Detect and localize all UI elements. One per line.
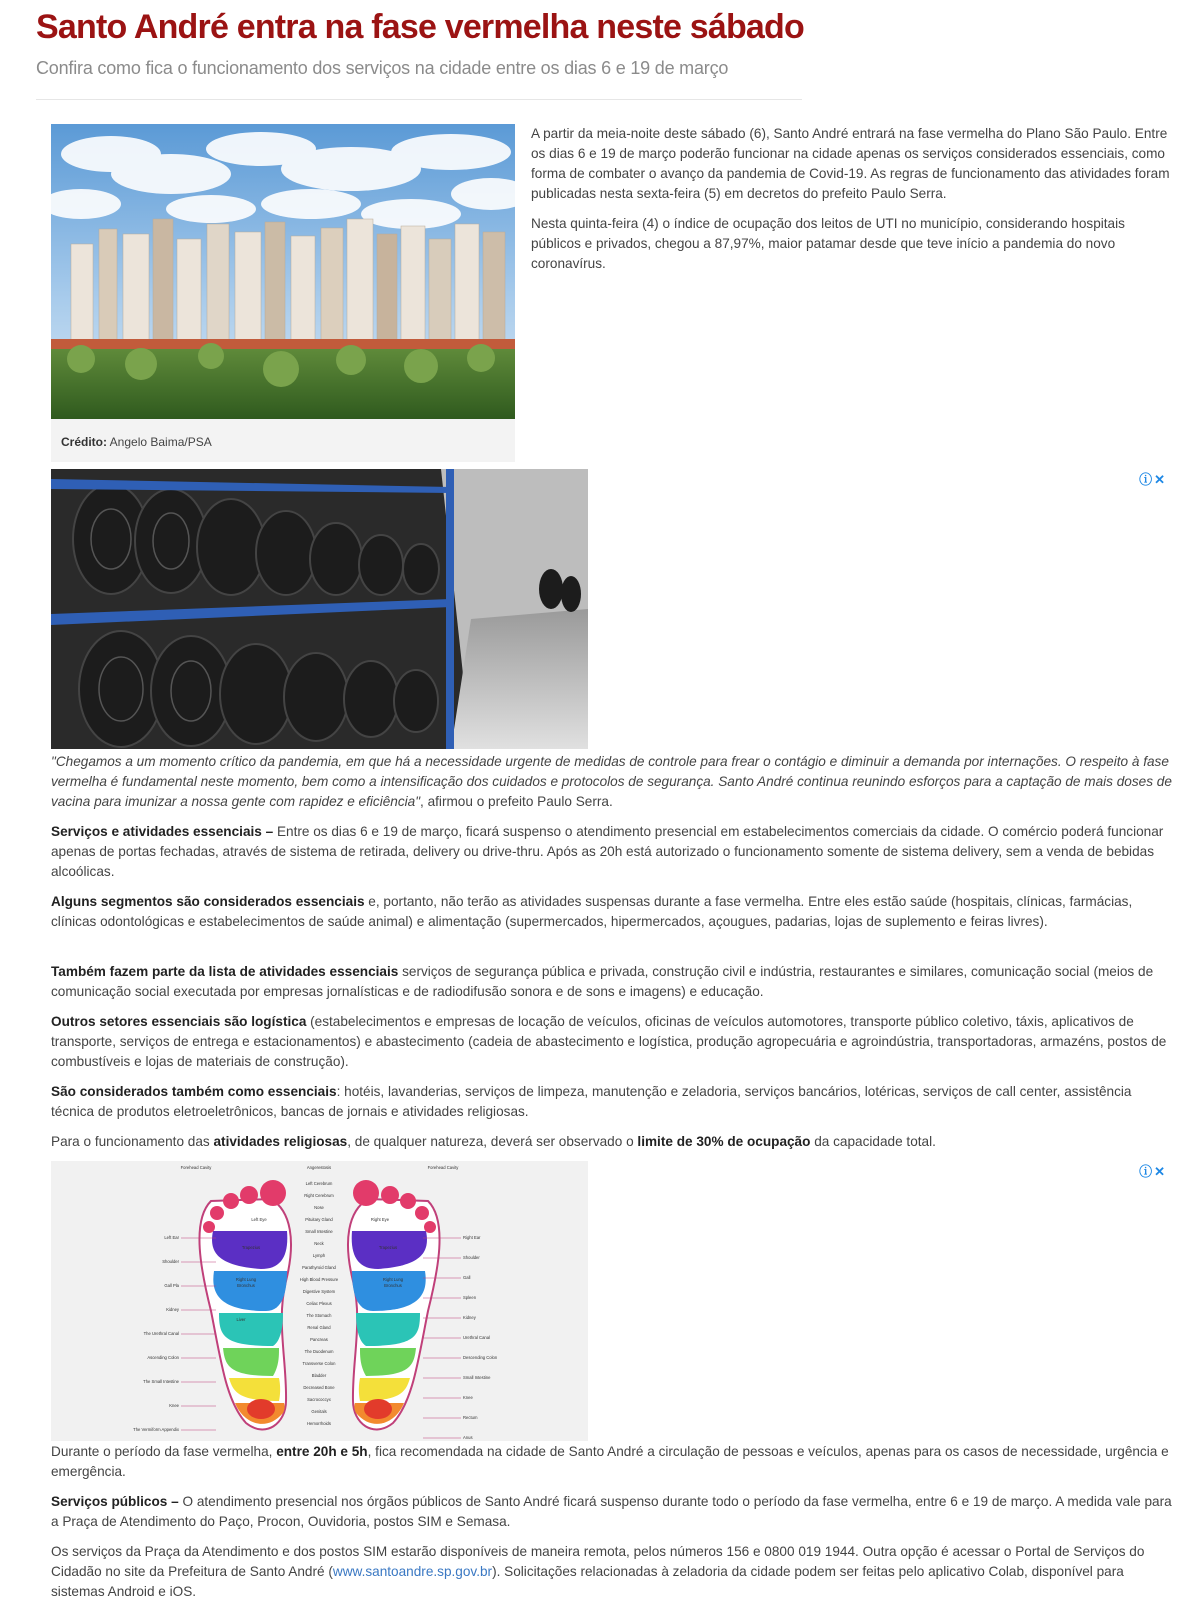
chart-right-label: Gall: [463, 1275, 471, 1280]
chart-left-label: The Urethral Canal: [143, 1331, 179, 1336]
ad-1-controls: [1139, 469, 1167, 488]
chart-left-label: Ascending Colon: [147, 1355, 179, 1360]
paragraph-lead: Outros setores essenciais são logística: [51, 1014, 307, 1029]
chart-center-label: Parathyroid Gland: [302, 1265, 336, 1270]
paragraph-body: e, portanto, não terão as atividades suspensas durante a fase vermelha. Entre eles estão saúde (hospitais, clínicas, farmácias, clínicas odontológicas e estabelecimentos de saúde animal) e alimentação (supermercados, hipermercados, açougues, padarias, lojas de suplemento e feiras livres).: [51, 894, 1133, 929]
close-icon[interactable]: ✕: [1154, 472, 1167, 487]
info-icon[interactable]: ⓘ: [1139, 1164, 1155, 1179]
paragraph-religiosas: [51, 1132, 1173, 1152]
ad-reflexology-image[interactable]: [51, 1161, 588, 1441]
chart-left-label: The Small Intestine: [143, 1379, 179, 1384]
paragraph-lead: Serviços e atividades essenciais –: [51, 824, 274, 839]
close-icon[interactable]: ✕: [1154, 1164, 1167, 1179]
text-bold: limite de 30% de ocupação: [637, 1134, 811, 1149]
chart-zone-label: Right Eye: [370, 1217, 390, 1222]
chart-zone-label: Bronchus: [237, 1283, 255, 1288]
chart-zone-label: Trapezius: [378, 1245, 398, 1250]
chart-center-label: Lymph: [312, 1253, 326, 1258]
paragraph-body: (estabelecimentos e empresas de locação de veículos, oficinas de veículos automotores, transporte público coletivo, táxis, aplicativos de transporte, serviços de entrega e estacionamentos) e abastecimento (cadeia de abastecimento e logística, produção agropecuária e agroindústria, transportadoras, armazéns, postos de combustíveis e lojas de materiais de construção).: [51, 1014, 1167, 1069]
photo-credit-label: Crédito:: [61, 435, 107, 449]
chart-center-label: Decreased Bone: [303, 1385, 335, 1390]
chart-center-label: Left Cerebrum: [305, 1181, 333, 1186]
chart-left-label: Kidney: [166, 1307, 179, 1312]
photo-credit-value: Angelo Baima/PSA: [107, 435, 212, 449]
chart-right-label: Knee: [463, 1395, 473, 1400]
chart-right-label: Kidney: [463, 1315, 476, 1320]
chart-center-label: Sacrococcyx: [307, 1397, 331, 1402]
text-span: Para o funcionamento das: [51, 1134, 214, 1149]
chart-top-label: Forehead Cavity: [427, 1165, 459, 1170]
prefeitura-website-link[interactable]: www.santoandre.sp.gov.br: [332, 1564, 493, 1579]
paragraph-circulacao: [51, 1442, 1173, 1482]
chart-zone-label: Right Lung: [382, 1277, 404, 1282]
paragraph-outros-essenciais: [51, 1082, 1173, 1122]
text-span: Os serviços da Praça da Atendimento e dos postos SIM estarão disponíveis de maneira remota, pelos números 156 e 0800 019 1944. Outra opção é acessar o Portal de Serviços do Cidadão no site da Prefeitura de Santo André (: [51, 1544, 1145, 1579]
intro-paragraph-2: Nesta quinta-feira (4) o índice de ocupação dos leitos de UTI no município, considerando hospitais públicos e privados, chegou a 87,97%, maior patamar desde que teve início a pandemia do novo coronavírus.: [531, 216, 1125, 271]
text-span: , fica recomendada na cidade de Santo André a circulação de pessoas e veículos, apenas para os casos de necessidade, urgência e emergência.: [51, 1444, 1169, 1479]
chart-zone-label: Liver: [236, 1317, 246, 1322]
chart-right-label: Anus: [463, 1435, 473, 1440]
chart-center-label: The Duodenum: [304, 1349, 334, 1354]
chart-center-label: Hemorrhoids: [307, 1421, 331, 1426]
city-skyline-photo: [51, 124, 515, 419]
chart-center-label: The Stomach: [306, 1313, 332, 1318]
ad-reflexology[interactable]: [51, 1161, 588, 1441]
intro-text: [531, 124, 1171, 284]
chart-right-label: Right Ear: [463, 1235, 481, 1240]
paragraph-lead: Alguns segmentos são considerados essenciais: [51, 894, 365, 909]
chart-center-label: Small Intestine: [305, 1229, 333, 1234]
mayor-quote: [51, 752, 1173, 812]
text-span: , de qualquer natureza, deverá ser observado o: [347, 1134, 638, 1149]
chart-zone-label: Right Lung: [235, 1277, 257, 1282]
quote-attribution: , afirmou o prefeito Paulo Serra.: [420, 794, 613, 809]
chart-left-label: Knee: [169, 1403, 179, 1408]
paragraph-servicos-publicos: [51, 1492, 1173, 1532]
paragraph-atendimento-remoto: [51, 1542, 1173, 1602]
chart-right-label: Descending Colon: [463, 1355, 498, 1360]
chart-right-label: Small Intestine: [463, 1375, 491, 1380]
chart-center-label: Pituitary Gland: [305, 1217, 333, 1222]
article-subhead: Confira como fica o funcionamento dos serviços na cidade entre os dias 6 e 19 de março: [36, 58, 729, 78]
text-span: ). Solicitações relacionadas à zeladoria da cidade podem ser feitas pelo aplicativo Colab, disponível para sistemas Android e iOS.: [51, 1564, 1124, 1599]
chart-right-label: Rectum: [463, 1415, 478, 1420]
chart-left-label: Left Ear: [164, 1235, 179, 1240]
chart-right-label: Spleen: [463, 1295, 477, 1300]
intro-paragraph-1: A partir da meia-noite deste sábado (6), Santo André entrará na fase vermelha do Plano São Paulo. Entre os dias 6 e 19 de março poderão funcionar na cidade apenas os serviços considerados essenciais, como forma de combater o avanço da pandemia de Covid-19. As regras de funcionamento das atividades foram publicadas nesta sexta-feira (5) em decretos do prefeito Paulo Serra.: [531, 126, 1170, 201]
paragraph-segmentos: [51, 892, 1173, 932]
chart-center-label: Renal Gland: [307, 1325, 331, 1330]
info-icon[interactable]: ⓘ: [1139, 472, 1155, 487]
text-span: da capacidade total.: [810, 1134, 936, 1149]
paragraph-body: O atendimento presencial nos órgãos públicos de Santo André ficará suspenso durante todo o período da fase vermelha, entre 6 e 19 de março. A medida vale para a Praça de Atendimento do Paço, Procon, Ouvidoria, postos SIM e Semasa.: [51, 1494, 1172, 1529]
ad-tires-image[interactable]: [51, 469, 588, 749]
chart-center-label: Bladder: [311, 1373, 327, 1378]
chart-center-label: Digestive System: [302, 1289, 336, 1294]
chart-center-label: Pancreas: [310, 1337, 328, 1342]
photo-credit: [61, 435, 212, 449]
chart-center-label: Neck: [314, 1241, 324, 1246]
ad-2-controls: [1139, 1161, 1167, 1180]
chart-left-label: The Vermiform Appendix: [133, 1427, 179, 1432]
paragraph-tambem: [51, 962, 1173, 1002]
chart-zone-label: Bronchus: [384, 1283, 402, 1288]
paragraph-lead: Também fazem parte da lista de atividades essenciais: [51, 964, 399, 979]
quote-text: "Chegamos a um momento crítico da pandemia, em que há a necessidade urgente de medidas de controle para frear o contágio e diminuir a demanda por internações. O respeito à fase vermelha é fundamental neste momento, bem como a intensificação dos cuidados e protocolos de segurança. Santo André continua reunindo esforços para a captação de mais doses de vacina para imunizar a nossa gente com rapidez e eficiência": [51, 754, 1172, 809]
paragraph-logistica: [51, 1012, 1173, 1072]
chart-center-label: High Blood Pressure: [299, 1277, 339, 1282]
text-bold: entre 20h e 5h: [276, 1444, 368, 1459]
chart-zone-label: Trapezius: [241, 1245, 261, 1250]
paragraph-body: : hotéis, lavanderias, serviços de limpeza, manutenção e zeladoria, serviços bancários, lotéricas, serviços de call center, assistência técnica de produtos eletroeletrônicos, bancas de jornais e atividades religiosas.: [51, 1084, 1132, 1119]
chart-right-label: Urethral Canal: [463, 1335, 490, 1340]
chart-center-label: Celiac Plexus: [306, 1301, 332, 1306]
paragraph-body: serviços de segurança pública e privada, construção civil e indústria, restaurantes e similares, comunicação social (meios de comunicação social executada por empresas jornalísticas e de radiodifusão sonora e de sons e imagens) e educação.: [51, 964, 1154, 999]
chart-center-label: Right Cerebrum: [304, 1193, 334, 1198]
ad-tires[interactable]: [51, 469, 588, 749]
text-bold: atividades religiosas: [213, 1134, 348, 1149]
paragraph-servicos-essenciais: [51, 822, 1173, 882]
chart-top-label: Forehead Cavity: [180, 1165, 212, 1170]
chart-left-label: Gall Pla: [164, 1283, 179, 1288]
paragraph-lead: São considerados também como essenciais: [51, 1084, 337, 1099]
chart-top-label: Angerestosis: [306, 1165, 332, 1170]
article-headline: Santo André entra na fase vermelha neste sábado: [36, 8, 804, 46]
chart-left-label: Shoulder: [162, 1259, 179, 1264]
chart-center-label: Nose: [314, 1205, 324, 1210]
header-divider: [36, 99, 802, 100]
paragraph-lead: Serviços públicos –: [51, 1494, 179, 1509]
chart-right-label: Shoulder: [463, 1255, 480, 1260]
chart-center-label: Transverse Colon: [302, 1361, 336, 1366]
text-span: Durante o período da fase vermelha,: [51, 1444, 277, 1459]
city-photo-figure: [51, 124, 515, 462]
chart-zone-label: Left Eye: [251, 1217, 267, 1222]
paragraph-body: Entre os dias 6 e 19 de março, ficará suspenso o atendimento presencial em estabelecimentos comerciais da cidade. O comércio poderá funcionar apenas de portas fechadas, através de sistema de retirada, delivery ou drive-thru. Após as 20h está autorizado o funcionamento somente de sistema delivery, sem a venda de bebidas alcoólicas.: [51, 824, 1164, 879]
chart-center-label: Genitals: [311, 1409, 327, 1414]
